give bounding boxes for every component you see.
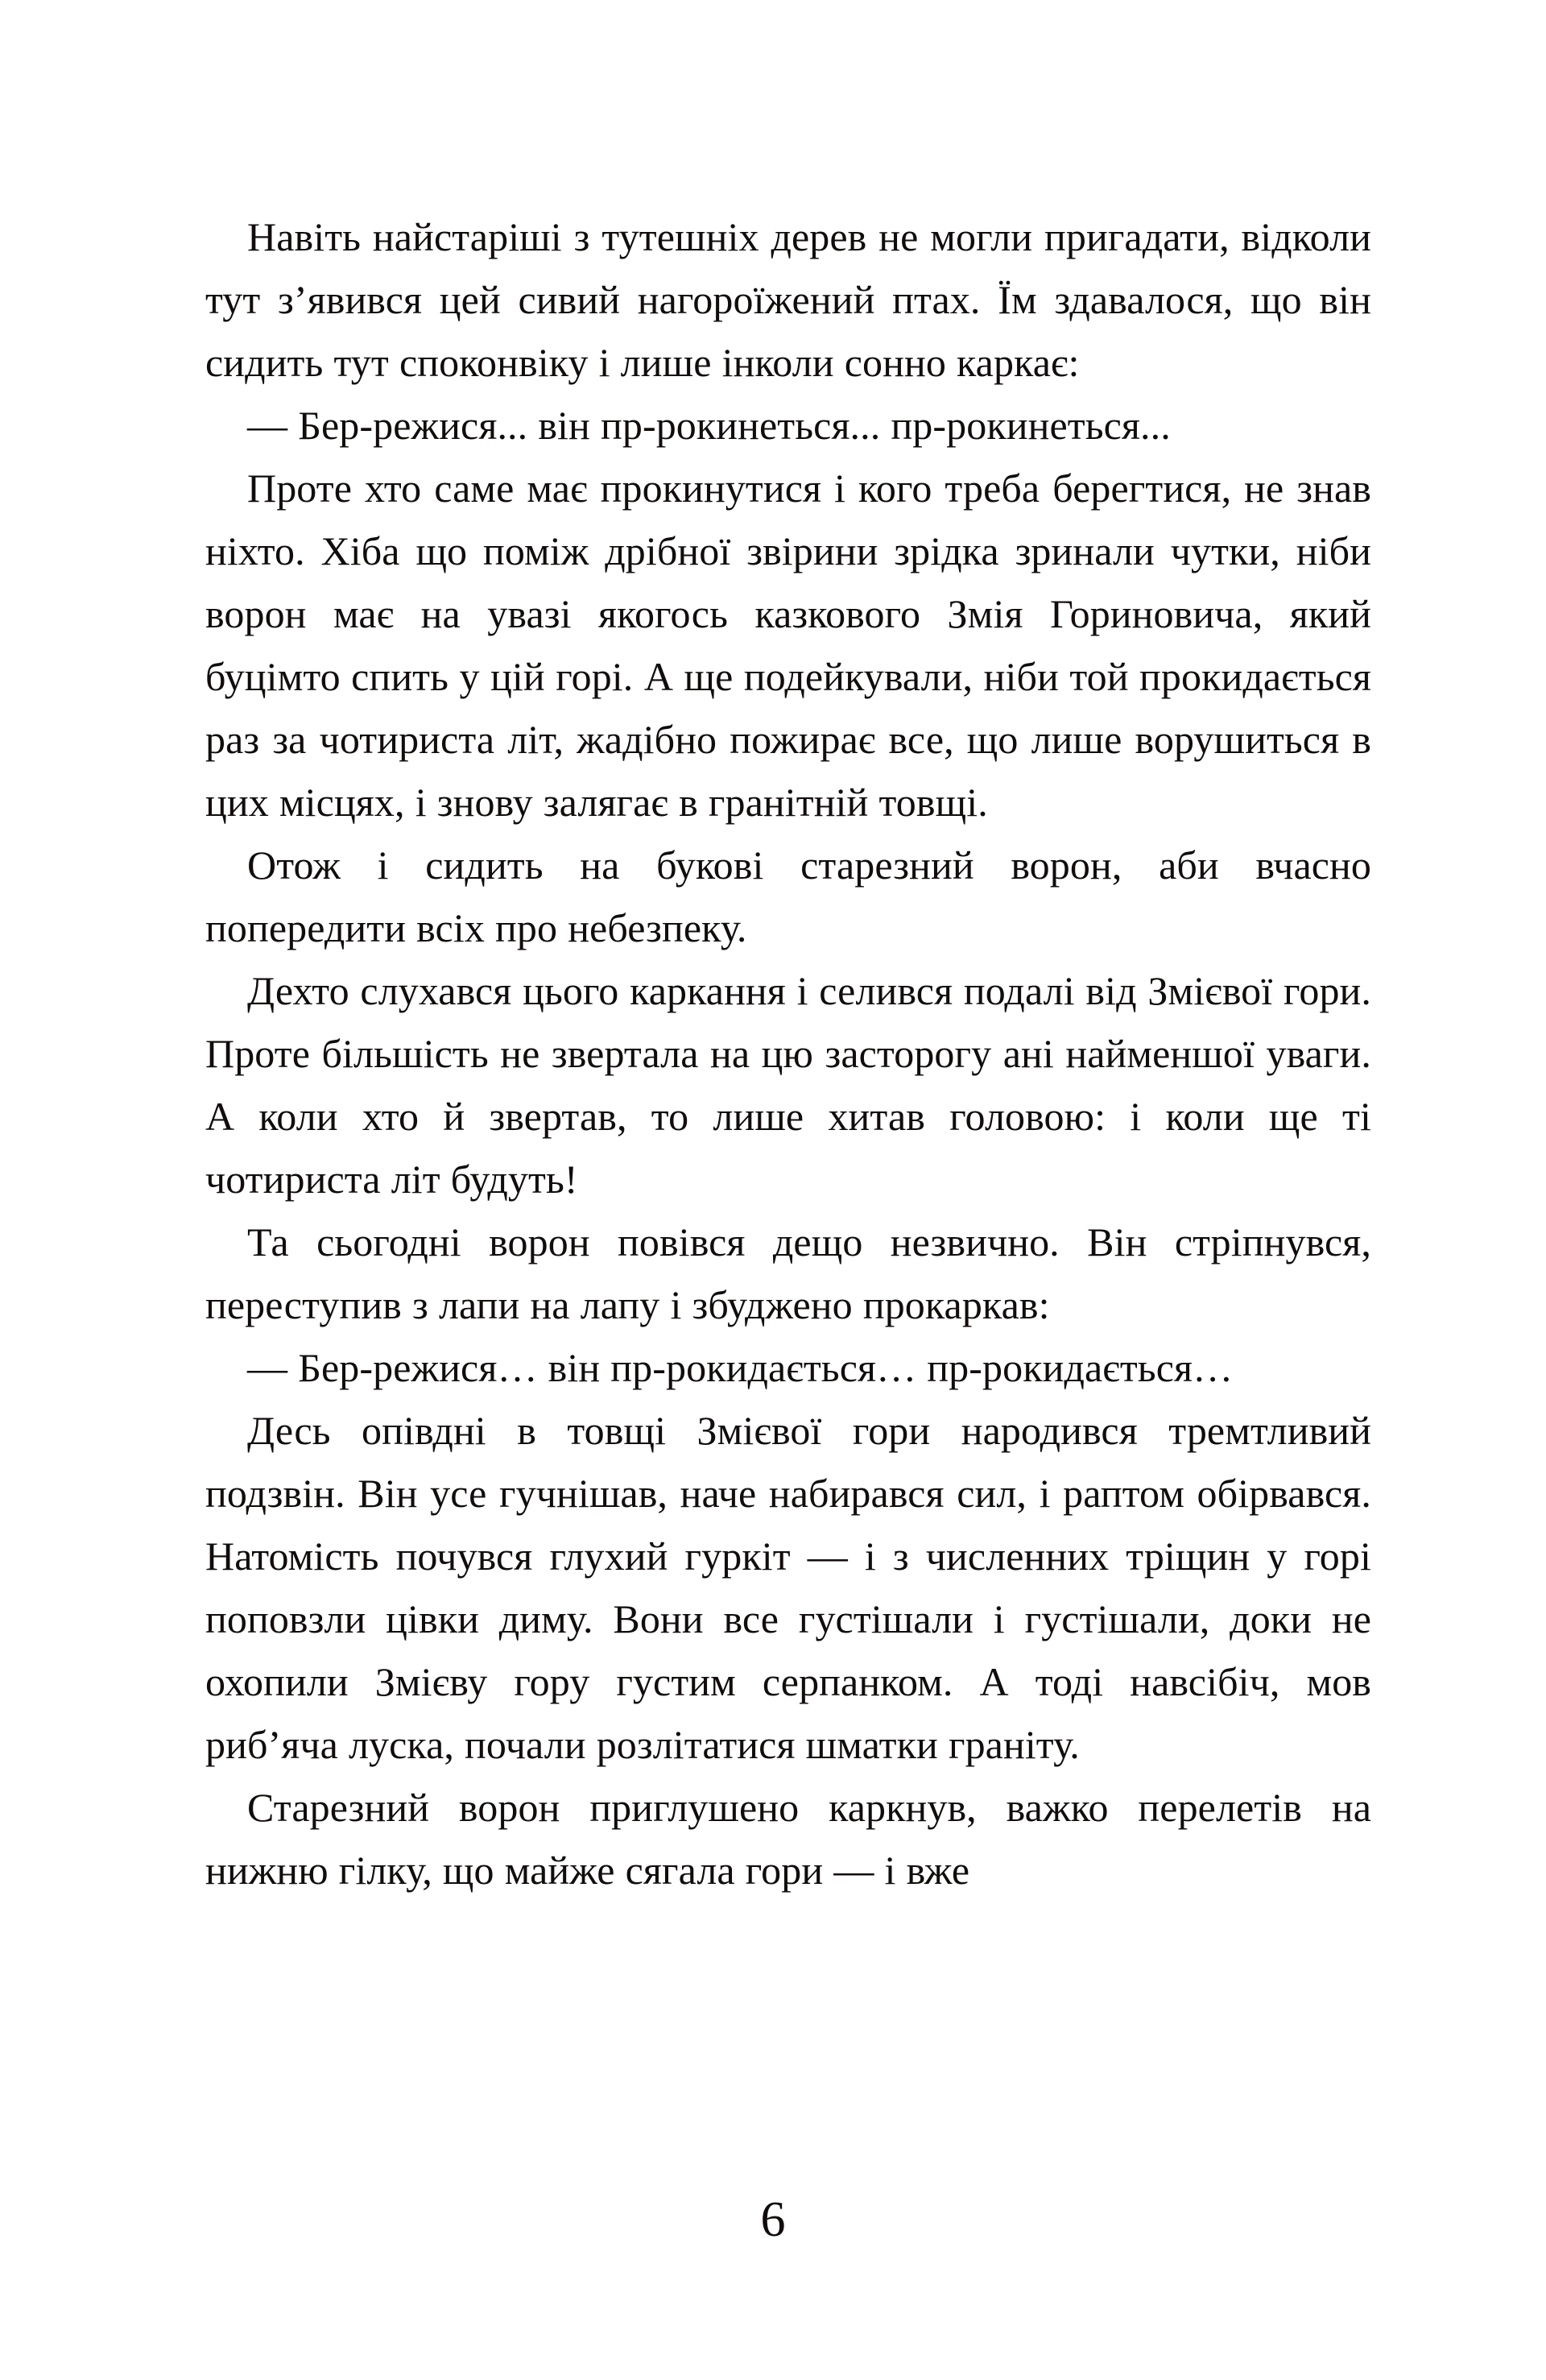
paragraph-1: Навіть найстаріші з тутешніх дерев не могли пригадати, відколи тут з’явився цей сивий нагороїжений птах. Їм здавалося, що він сидить тут споконвіку і лише інколи сонно каркає: [205, 214, 1371, 385]
paragraph-8: Десь опівдні в товщі Змієвої гори народився тремтливий подзвін. Він усе гучнішав, наче набирався сил, і раптом обірвався. Натомість почувся глухий гуркіт — і з численних тріщин у горі поповзли цівки диму. Вони все густішали і густішали, доки не охопили Змієву гору густим серпанком. А тоді навсібіч, мов риб’яча луска, почали розлітатися шматки граніту. [205, 1408, 1371, 1767]
page-number: 6 [760, 2192, 786, 2247]
paragraph-7-dialogue: — Бер-режися… він пр-рокидається… пр-рокидається… [247, 1345, 1234, 1390]
paragraph-3: Проте хто саме має прокинутися і кого треба берегтися, не знав ніхто. Хіба що поміж дрібної звірини зрідка зринали чутки, ніби ворон має на увазі якогось казкового Змія Гориновича, який буцімто спить у цій горі. А ще подейкували, ніби той прокидається раз за чотириста літ, жадібно пожирає все, що лише ворушиться в цих місцях, і знову залягає в гранітній товщі. [205, 466, 1371, 825]
paragraph-4: Отож і сидить на букові старезний ворон, аби вчасно попередити всіх про небезпеку. [205, 842, 1371, 950]
paragraph-9: Старезний ворон приглушено каркнув, важко перелетів на нижню гілку, що майже сягала гори — і вже [205, 1785, 1371, 1893]
paragraph-2-dialogue: — Бер-режися... він пр-рокинеться... пр-рокинеться... [247, 403, 1171, 448]
paragraph-6: Та сьогодні ворон повівся дещо незвично. Він стріпнувся, переступив з лапи на лапу і збуджено прокаркав: [205, 1219, 1371, 1327]
paragraph-5: Дехто слухався цього каркання і селився подалі від Змієвої гори. Проте більшість не звертала на цю засторогу ані найменшої уваги. А коли хто й звертав, то лише хитав головою: і коли ще ті чотириста літ будуть! [205, 968, 1371, 1202]
page-body-text [205, 205, 1371, 1902]
